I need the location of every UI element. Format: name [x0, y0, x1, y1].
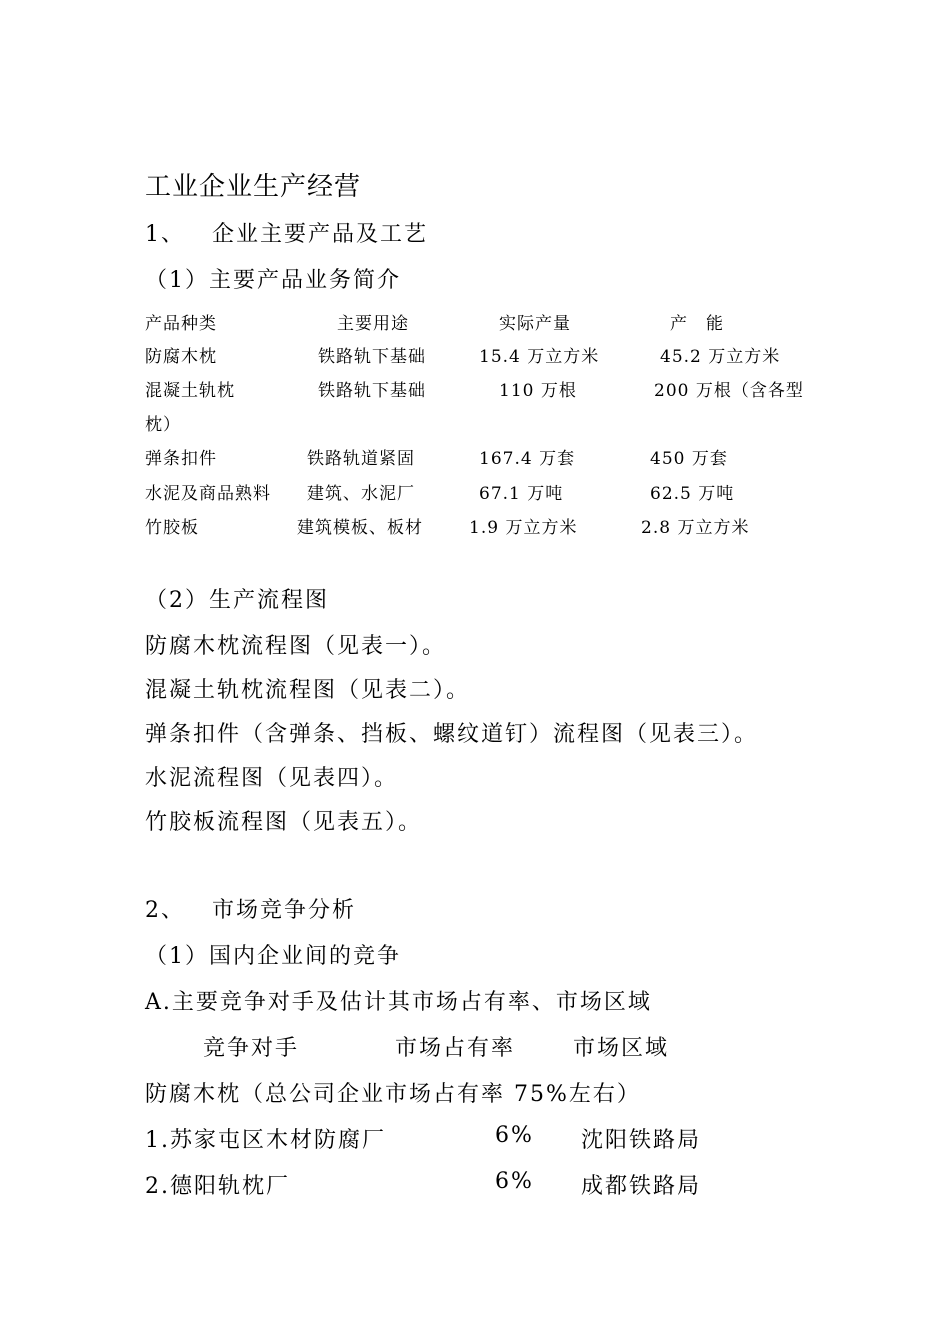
flow-item: 弹条扣件（含弹条、挡板、螺纹道钉）流程图（见表三）。 — [145, 722, 759, 747]
section2-heading: 市场竞争分析 — [212, 898, 357, 923]
table-cell: 防腐木枕 — [145, 347, 217, 367]
flow-item: 混凝土轨枕流程图（见表二）。 — [145, 678, 471, 703]
table-cell: 450 万套 — [650, 449, 728, 469]
table-header-cell: 实际产量 — [499, 314, 571, 334]
competitor-cell: 沈阳铁路局 — [581, 1128, 702, 1153]
table-cell: 15.4 万立方米 — [479, 347, 600, 367]
table-cell: 铁路轨下基础 — [318, 347, 426, 367]
competitor-group: 防腐木枕（总公司企业市场占有率 75%左右） — [145, 1082, 641, 1107]
section2-sub1: （1）国内企业间的竞争 — [145, 944, 401, 969]
competitor-cell: 6% — [495, 1169, 534, 1194]
flow-item: 竹胶板流程图（见表五）。 — [145, 810, 423, 835]
table-cell: 67.1 万吨 — [479, 484, 564, 504]
competitor-cell: 6% — [495, 1123, 534, 1148]
table-cell: 200 万根（含各型 — [654, 381, 804, 401]
competitor-header-cell: 市场区域 — [573, 1036, 670, 1061]
table-cell: 2.8 万立方米 — [641, 518, 750, 538]
section1-sub2: （2）生产流程图 — [145, 588, 329, 613]
competitor-cell: 成都铁路局 — [581, 1174, 702, 1199]
section1-sub1: （1）主要产品业务简介 — [145, 268, 401, 293]
table-cell-wrap: 枕） — [145, 415, 181, 435]
page-title: 工业企业生产经营 — [145, 172, 362, 202]
section1-number: 1、 — [145, 222, 185, 247]
table-cell: 水泥及商品熟料 — [145, 484, 271, 504]
table-cell: 62.5 万吨 — [650, 484, 735, 504]
table-cell: 建筑、水泥厂 — [307, 484, 415, 504]
table-cell: 铁路轨道紧固 — [307, 449, 415, 469]
table-header-cell: 产品种类 — [145, 314, 217, 334]
table-cell: 45.2 万立方米 — [660, 347, 781, 367]
competitor-cell: 2.德阳轨枕厂 — [145, 1174, 290, 1199]
competitor-cell: 1.苏家屯区木材防腐厂 — [145, 1128, 386, 1153]
flow-item: 水泥流程图（见表四）。 — [145, 766, 399, 791]
section1-heading: 企业主要产品及工艺 — [212, 222, 429, 247]
competitor-header-cell: 竞争对手 — [203, 1036, 300, 1061]
table-cell: 建筑模板、板材 — [297, 518, 423, 538]
section2-number: 2、 — [145, 898, 185, 923]
table-cell: 167.4 万套 — [479, 449, 576, 469]
competitor-header-cell: 市场占有率 — [395, 1036, 516, 1061]
table-cell: 混凝土轨枕 — [145, 381, 235, 401]
table-cell: 铁路轨下基础 — [318, 381, 426, 401]
table-cell: 110 万根 — [499, 381, 577, 401]
table-cell: 1.9 万立方米 — [469, 518, 578, 538]
competitor-intro: A.主要竞争对手及估计其市场占有率、市场区域 — [145, 990, 652, 1015]
table-cell: 弹条扣件 — [145, 449, 217, 469]
flow-item: 防腐木枕流程图（见表一）。 — [145, 634, 447, 659]
table-header-cell: 主要用途 — [337, 314, 409, 334]
table-header-cell: 产 能 — [670, 314, 724, 334]
table-cell: 竹胶板 — [145, 518, 199, 538]
